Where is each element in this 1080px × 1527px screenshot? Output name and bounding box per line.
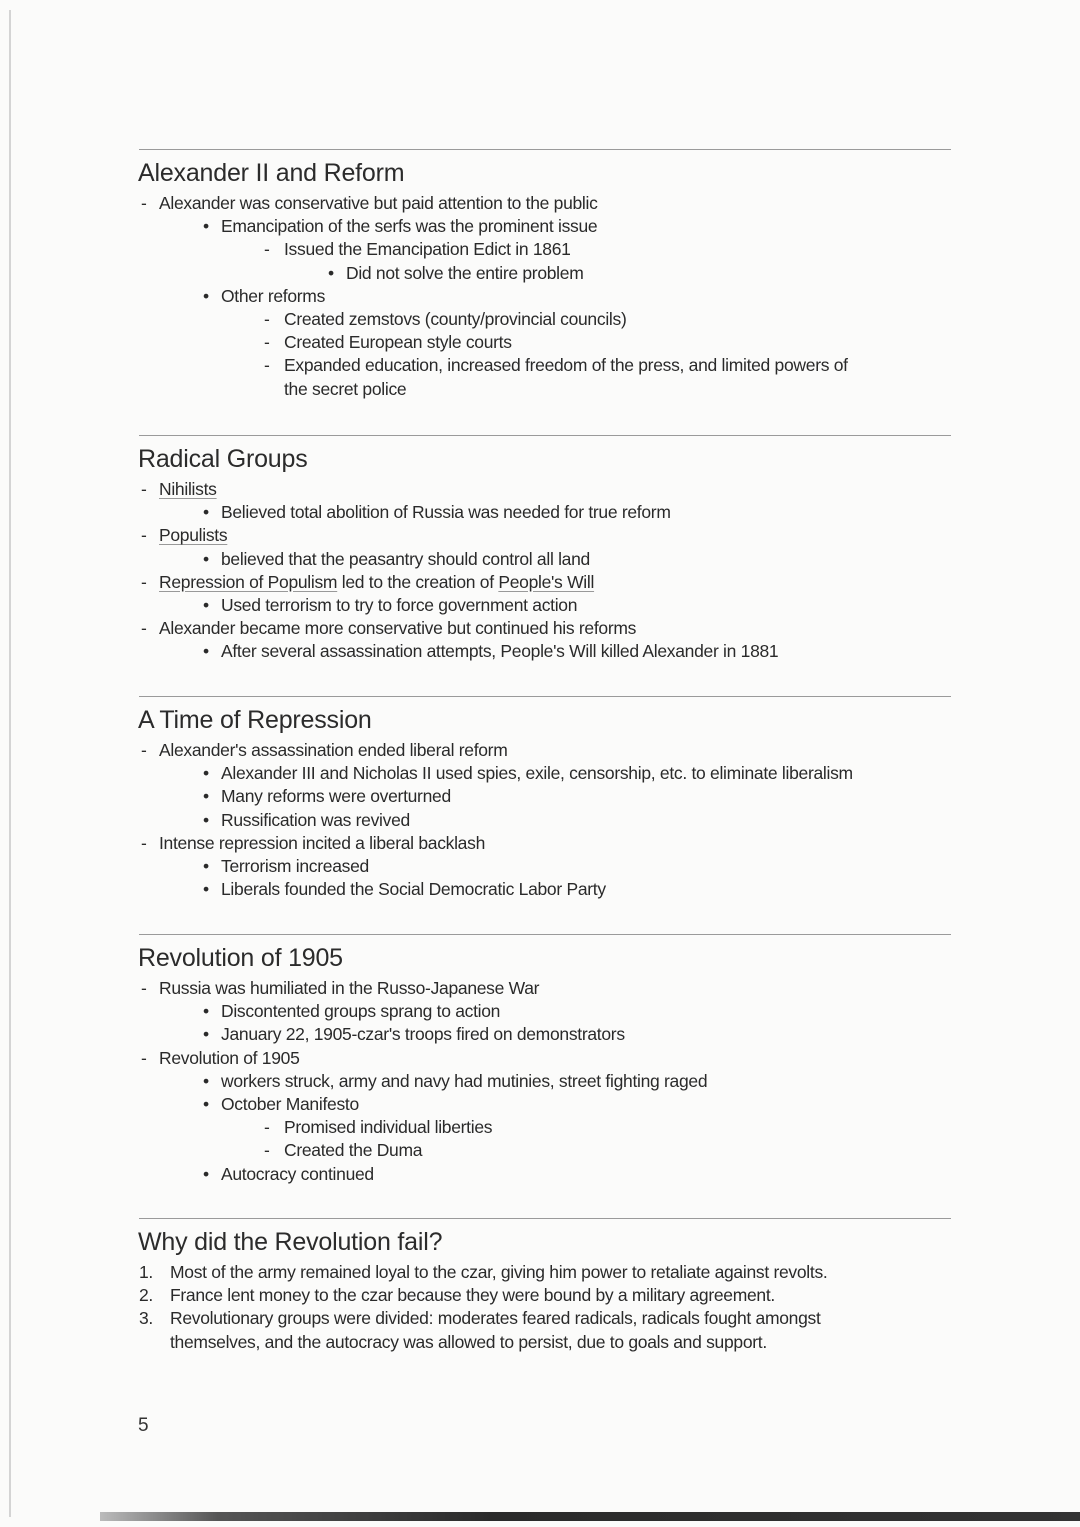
list-item: - Created zemstovs (county/provincial councils) (264, 309, 627, 330)
list-item: • Autocracy continued (203, 1163, 374, 1184)
list-item: - Issued the Emancipation Edict in 1861 (264, 239, 571, 260)
list-item: - Intense repression incited a liberal backlash (141, 832, 485, 853)
section-time-of-repression (139, 696, 951, 901)
list-item: • Terrorism increased (203, 856, 369, 877)
list-item: • Did not solve the entire problem (328, 262, 584, 283)
list-item: - Nihilists (141, 479, 217, 499)
section-heading: Radical Groups (138, 445, 308, 473)
numbered-item: 2. France lent money to the czar because they were bound by a military agreement. (139, 1285, 775, 1306)
section-divider (139, 435, 951, 436)
list-item: - Alexander became more conservative but continued his reforms (141, 618, 637, 639)
list-item: - Alexander was conservative but paid attention to the public (141, 193, 598, 213)
list-item: • January 22, 1905-czar's troops fired on demonstrators (203, 1024, 625, 1045)
section-divider (139, 696, 951, 697)
section-heading: Why did the Revolution fail? (138, 1228, 443, 1256)
list-item: • Believed total abolition of Russia was needed for true reform (203, 502, 671, 523)
list-item: • Russification was revived (203, 809, 410, 830)
list-item: • Many reforms were overturned (203, 786, 451, 807)
list-item: - Repression of Populism led to the creation of People's Will (141, 571, 595, 592)
section-divider (139, 149, 951, 150)
list-item: - Expanded education, increased freedom of the press, and limited powers of (264, 355, 848, 376)
section-why-revolution-failed (139, 1218, 951, 1354)
section-divider (139, 934, 951, 935)
page-bottom-edge (100, 1512, 1080, 1521)
list-item: - Alexander's assassination ended liberal reform (141, 740, 508, 760)
list-item: • After several assassination attempts, People's Will killed Alexander in 1881 (203, 641, 779, 662)
list-item: - Created European style courts (264, 332, 512, 353)
numbered-item: 3. Revolutionary groups were divided: moderates feared radicals, radicals fought amongst (139, 1308, 821, 1329)
numbered-item-continuation: themselves, and the autocracy was allowed to persist, due to goals and support. (170, 1331, 767, 1352)
list-item-continuation: the secret police (284, 378, 407, 399)
list-item: • October Manifesto (203, 1094, 359, 1115)
list-item: • Liberals founded the Social Democratic Labor Party (203, 879, 606, 900)
list-item: • Emancipation of the serfs was the prominent issue (203, 216, 598, 237)
list-item: • workers struck, army and navy had mutinies, street fighting raged (203, 1070, 708, 1091)
section-radical-groups (139, 435, 951, 664)
page-number: 5 (138, 1415, 149, 1436)
page-left-edge (9, 10, 11, 1517)
section-revolution-1905 (139, 934, 951, 1186)
list-item: - Revolution of 1905 (141, 1047, 300, 1068)
list-item: - Russia was humiliated in the Russo-Japanese War (141, 978, 540, 998)
section-heading: A Time of Repression (138, 706, 372, 734)
list-item: • Used terrorism to try to force government action (203, 595, 578, 616)
section-alexander-ii-reform (139, 149, 951, 401)
list-item: • believed that the peasantry should control all land (203, 548, 590, 569)
list-item: • Discontented groups sprang to action (203, 1001, 501, 1022)
list-item: • Alexander III and Nicholas II used spies, exile, censorship, etc. to eliminate liberalism (203, 763, 853, 784)
list-item: - Promised individual liberties (264, 1117, 493, 1138)
numbered-item: 1. Most of the army remained loyal to the czar, giving him power to retaliate against revolts. (139, 1262, 828, 1282)
section-divider (139, 1218, 951, 1219)
list-item: • Other reforms (203, 285, 326, 306)
section-heading: Revolution of 1905 (138, 944, 343, 972)
list-item: - Populists (141, 525, 228, 546)
list-item: - Created the Duma (264, 1140, 423, 1161)
section-heading: Alexander II and Reform (138, 159, 405, 187)
